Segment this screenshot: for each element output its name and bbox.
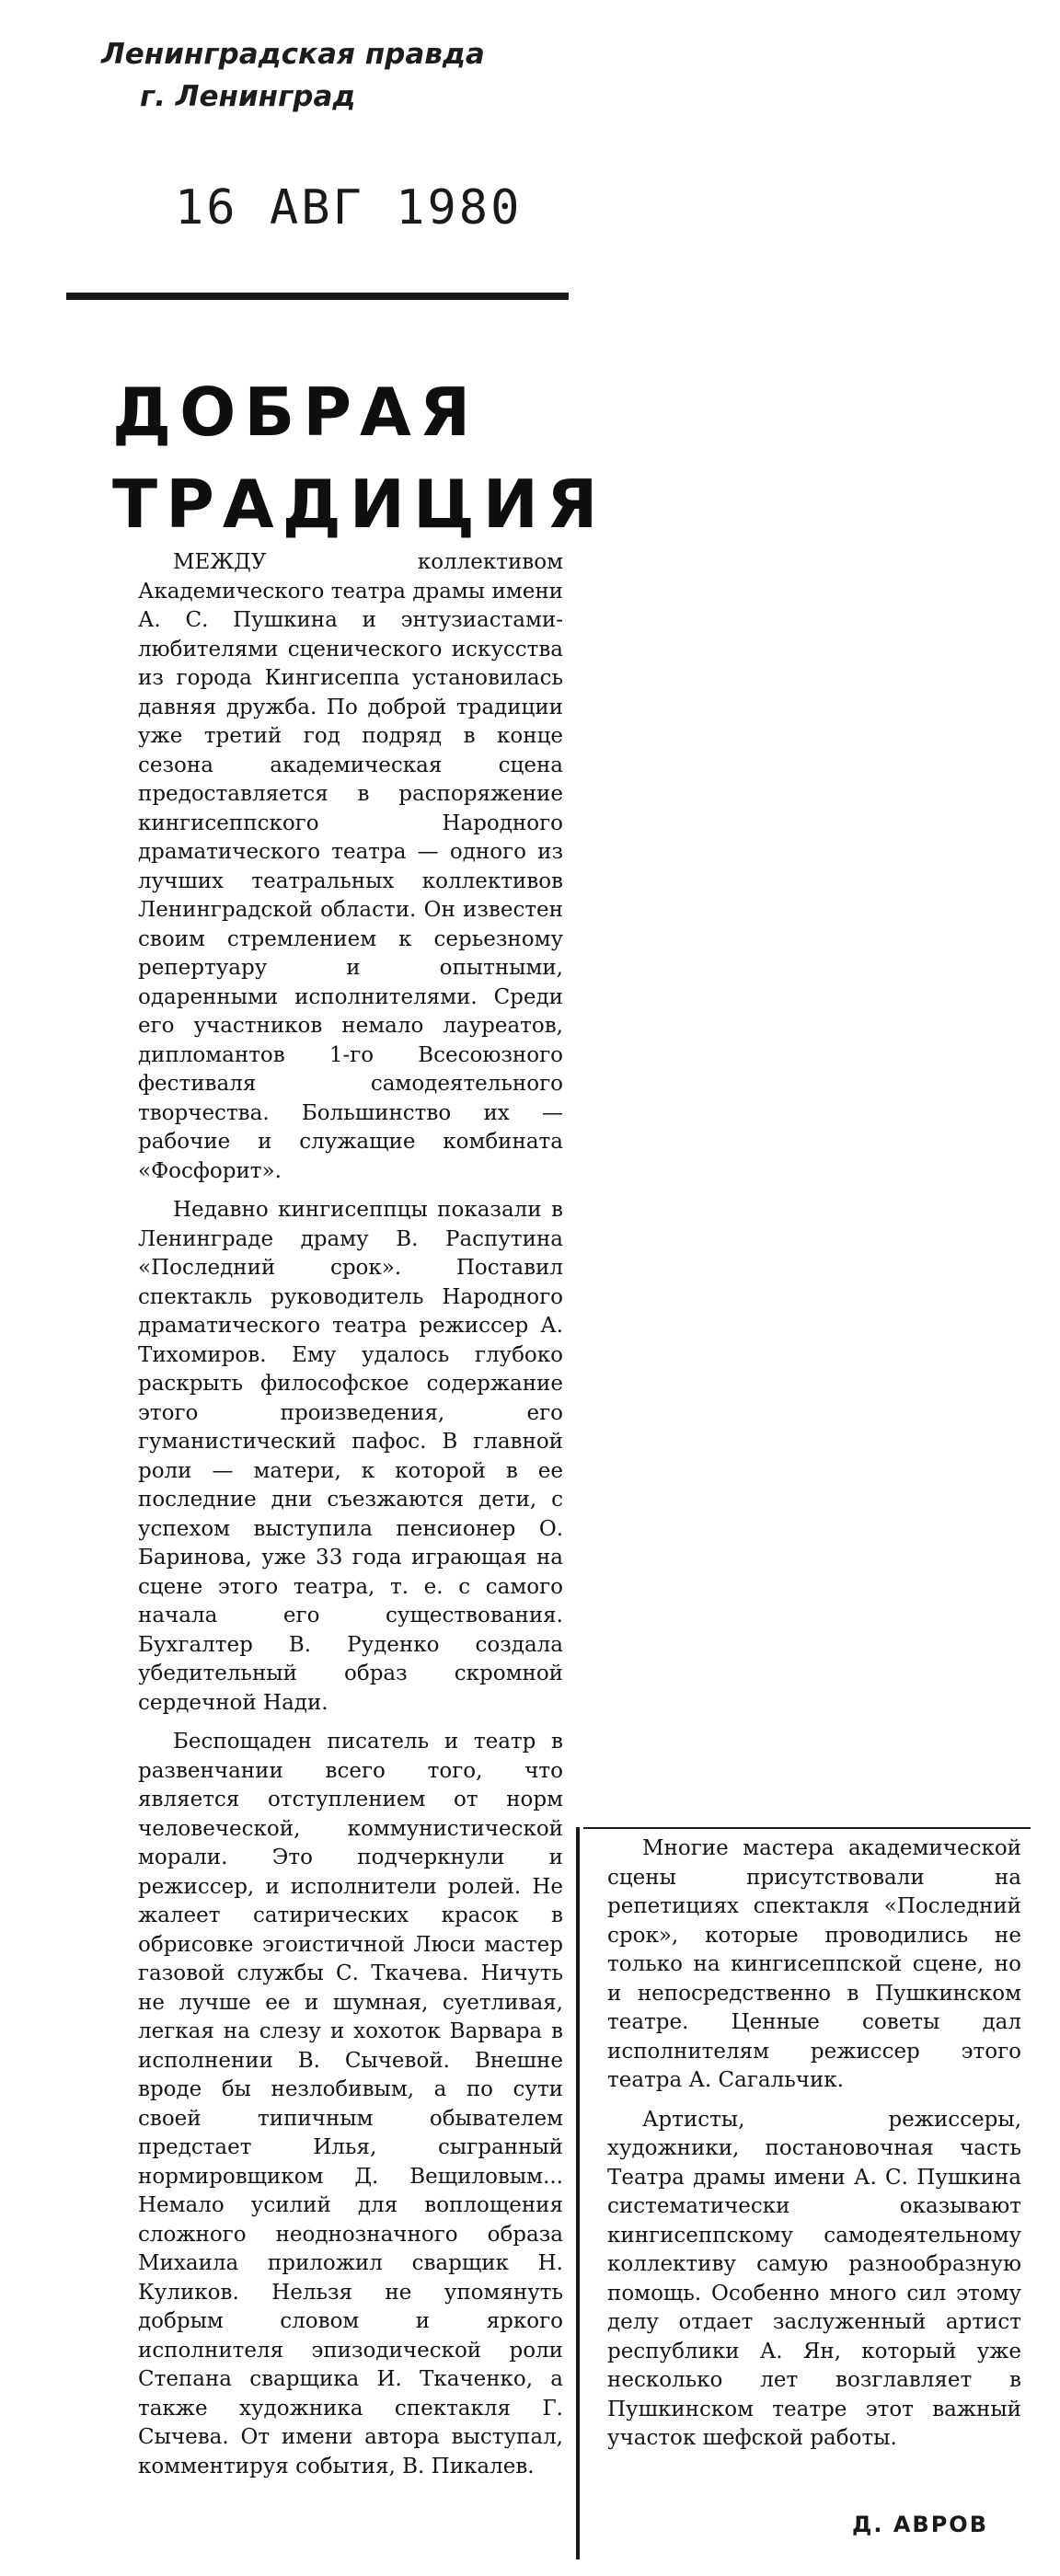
article-paragraph-5: Артисты, режиссеры, художники, постановочная часть Театра драмы имени А. С. Пушкина систематически оказывают кингисеппскому самодеятельному коллективу самую разнообразную помощь. Особенно много сил этому делу отдает заслуженный артист республики А. Ян, который уже несколько лет возглавляет в Пушкинском театре этот важный участок шефской работы. xyxy=(607,2107,1021,2450)
article-paragraph-1: МЕЖДУ коллективом Академического театра драмы имени А. С. Пушкина и энтузиастами-любителями сценического искусства из города Кингисеппа установилась давняя дружба. По доброй традиции уже третий год подряд в конце сезона академическая сцена предоставляется в распоряжение кингисеппского Народного драматического театра — одного из лучших театральных коллективов Ленинградской области. Он известен своим стремлением к серьезному репертуару и опытными, одаренными исполнителями. Среди его участников немало лауреатов, дипломантов 1-го Всесоюзного фестиваля самодеятельного творчества. Большинство их — рабочие и служащие комбината «Фосфорит». xyxy=(138,550,563,1183)
headline-line-1: ДОБРАЯ xyxy=(112,374,479,451)
headline-line-2: ТРАДИЦИЯ xyxy=(112,466,606,543)
date-stamp: 16 АВГ 1980 xyxy=(175,180,523,236)
article-paragraph-4: Многие мастера академической сцены присутствовали на репетициях спектакля «Последний срок», которые проводились не только на кингисеппской сцене, но и непосредственно в Пушкинском театре. Ценные советы дал исполнителям режиссер этого театра А. Сагальчик. xyxy=(607,1836,1021,2092)
newspaper-masthead xyxy=(101,33,543,118)
column-divider xyxy=(576,1827,580,2559)
column-top-rule xyxy=(583,1827,1031,1829)
author-signature: Д. АВРОВ xyxy=(852,2512,988,2537)
article-paragraph-3: Беспощаден писатель и театр в развенчании всего того, что является отступлением от норм человеческой, коммунистической морали. Это подчеркнули и режиссер, и исполнители ролей. Не жалеет сатирических красок в обрисовке эгоистичной Люси мастер газовой службы С. Ткачева. Ничуть не лучше ее и шумная, суетливая, легкая на слезу и хохоток Варвара в исполнении В. Сычевой. Внешне вроде бы незлобивым, а по сути своей типичным обывателем предстает Илья, сыгранный нормировщиком Д. Вещиловым... Немало усилий для воплощения сложного неоднозначного образа Михаила приложил сварщик Н. Куликов. Нельзя не упомянуть добрым словом и яркого исполнителя эпизодической роли Степана сварщика И. Ткаченко, а также художника спектакля Г. Сычева. От имени автора выступал, комментируя события, В. Пикалев. xyxy=(138,1730,563,2478)
article-headline xyxy=(112,366,606,550)
header-rule xyxy=(66,293,569,300)
newspaper-city: г. Ленинград xyxy=(140,80,356,113)
newspaper-title: Ленинградская правда xyxy=(101,38,485,71)
article-paragraph-2: Недавно кингисеппцы показали в Ленинграде драму В. Распутина «Последний срок». Поставил спектакль руководитель Народного драматического театра режиссер А. Тихомиров. Ему удалось глубоко раскрыть философское содержание этого произведения, его гуманистический пафос. В главной роли — матери, к которой в ее последние дни съезжаются дети, с успехом выступила пенсионер О. Баринова, уже 33 года играющая на сцене этого театра, т. е. с самого начала его существования. Бухгалтер В. Руденко создала убедительный образ скромной сердечной Нади. xyxy=(138,1198,563,1715)
article-column-right xyxy=(607,1834,1021,2454)
article-column-left xyxy=(138,548,563,2481)
